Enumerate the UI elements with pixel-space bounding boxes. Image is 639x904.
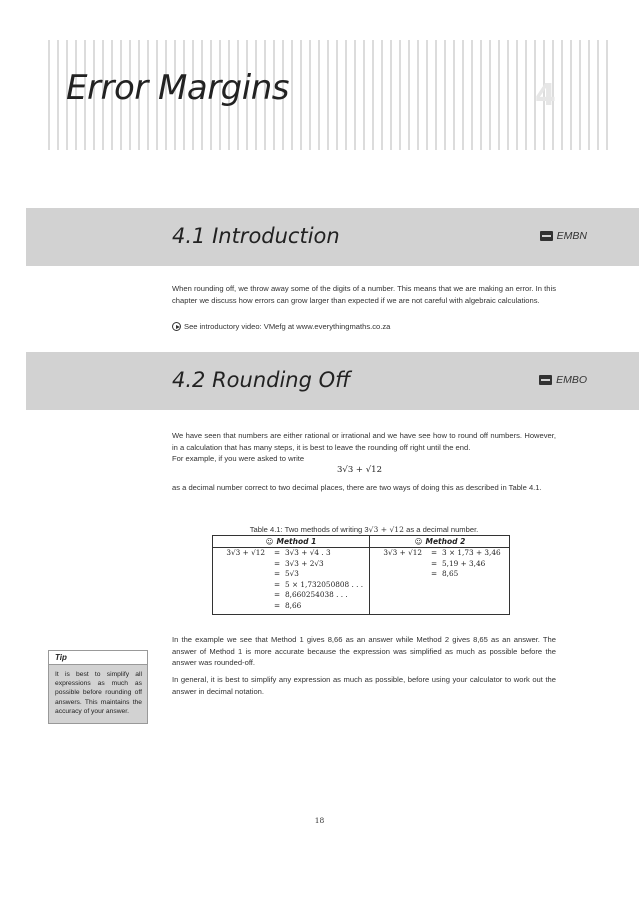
table-caption-pre: Table 4.1: Two methods of writing 3 <box>249 525 369 534</box>
method-1-row <box>213 569 369 580</box>
methods-table <box>212 535 510 615</box>
method-1-lhs <box>213 590 269 601</box>
method-2-rows <box>370 548 510 580</box>
method-1-rows <box>213 548 369 612</box>
method-1-equals: = <box>273 600 281 610</box>
intro-paragraph: When rounding off, we throw away some of the digits of a number. This means that we are making an error. In this chapter we discuss how errors can grow larger than expected if we are not careful with algebraic calculations. <box>172 284 556 305</box>
method-2-header <box>370 536 510 548</box>
play-icon <box>172 322 181 331</box>
method-1-rhs: 3√3 + √4 . 3 <box>285 548 331 557</box>
rounding-paragraph-4: In the example we see that Method 1 gives 8,66 as an answer while Method 2 gives 8,65 as an answer. The answer of Method 1 is more accurate because the expression was simplified as much as possible before the answer was rounded-off. <box>172 635 556 667</box>
method-2-equals: = <box>430 548 438 557</box>
method-1-row <box>213 559 369 570</box>
rounding-paragraph-3: as a decimal number correct to two decimal places, there are two ways of doing this as described in Table 4.1. <box>172 483 542 492</box>
method-1-header <box>213 536 369 548</box>
rounding-paragraph-5: In general, it is best to simplify any expression as much as possible, before using your calculator to work out the answer in decimal notation. <box>172 675 556 696</box>
method-2-equals: = <box>430 558 438 568</box>
method-1-lhs <box>213 559 269 570</box>
method-1-rhs: 8,66 <box>285 600 302 610</box>
method-1-lhs <box>213 569 269 580</box>
method-1-equals: = <box>273 590 281 600</box>
intro-video-text: See introductory video: VMefg at www.everythingmaths.co.za <box>184 322 391 331</box>
tip-text: It is best to simplify all expressions as much as possible before rounding off answers. This maintains the accuracy of your answer. <box>49 665 147 723</box>
method-1-equals: = <box>273 548 281 557</box>
method-2-row <box>370 569 510 580</box>
method-1-row <box>213 590 369 601</box>
link-icon <box>539 375 552 385</box>
method-1-lhs <box>213 601 269 612</box>
method-1-equals: = <box>273 569 281 579</box>
method-1-column <box>213 536 370 614</box>
method-1-equals: = <box>273 579 281 589</box>
method-2-rhs: 5,19 + 3,46 <box>442 558 486 568</box>
method-2-lhs: 3√3 + √12 <box>383 548 422 557</box>
section-code-label: EMBO <box>556 374 587 386</box>
method-2-equals: = <box>430 569 438 579</box>
section-title-introduction: 4.1 Introduction <box>172 224 340 248</box>
section-code-rounding-off[interactable] <box>539 374 587 386</box>
method-1-rhs: 8,660254038 . . . <box>285 590 348 600</box>
section-title-rounding-off: 4.2 Rounding Off <box>172 368 351 392</box>
method-2-column <box>370 536 510 614</box>
method-1-equals: = <box>273 558 281 568</box>
method-2-lhs <box>370 559 426 570</box>
method-2-rhs: 8,65 <box>442 569 459 579</box>
method-2-row <box>370 548 510 559</box>
table-caption-post: as a decimal number. <box>406 525 479 534</box>
method-1-label: Method 1 <box>276 537 317 546</box>
page-number: 18 <box>314 816 325 825</box>
method-2-row <box>370 559 510 570</box>
method-1-rhs: 3√3 + 2√3 <box>285 558 324 568</box>
method-2-lhs <box>370 569 426 580</box>
link-icon <box>540 231 553 241</box>
method-1-row <box>213 601 369 612</box>
rounding-paragraph-1: We have seen that numbers are either rational or irrational and we have see how to round off numbers. However, in a calculation that has many steps, it is best to leave the rounding off right until the end. <box>172 431 556 452</box>
tip-label: Tip <box>49 651 147 665</box>
chapter-title: Error Margins <box>66 68 289 108</box>
smiley-icon: ☺ <box>265 537 274 546</box>
method-1-lhs <box>213 580 269 591</box>
tip-box <box>48 650 148 724</box>
method-2-rhs: 3 × 1,73 + 3,46 <box>442 548 501 557</box>
method-1-rhs: 5√3 <box>285 569 299 579</box>
intro-video-link[interactable] <box>172 322 390 331</box>
method-1-row <box>213 580 369 591</box>
method-1-lhs: 3√3 + √12 <box>226 548 265 557</box>
section-code-introduction[interactable] <box>540 230 587 242</box>
table-caption-math: √3 + √12 <box>368 525 404 534</box>
rounding-paragraph-2: For example, if you were asked to write <box>172 454 305 463</box>
section-code-label: EMBN <box>556 230 587 242</box>
method-2-label: Method 2 <box>425 537 466 546</box>
method-1-row <box>213 548 369 559</box>
method-1-rhs: 5 × 1,732050808 . . . <box>285 579 364 589</box>
table-caption <box>214 525 514 534</box>
math-expression: 3√3 + √12 <box>337 465 382 475</box>
smiley-icon: ☺ <box>414 537 423 546</box>
chapter-number: 4 <box>535 78 556 113</box>
